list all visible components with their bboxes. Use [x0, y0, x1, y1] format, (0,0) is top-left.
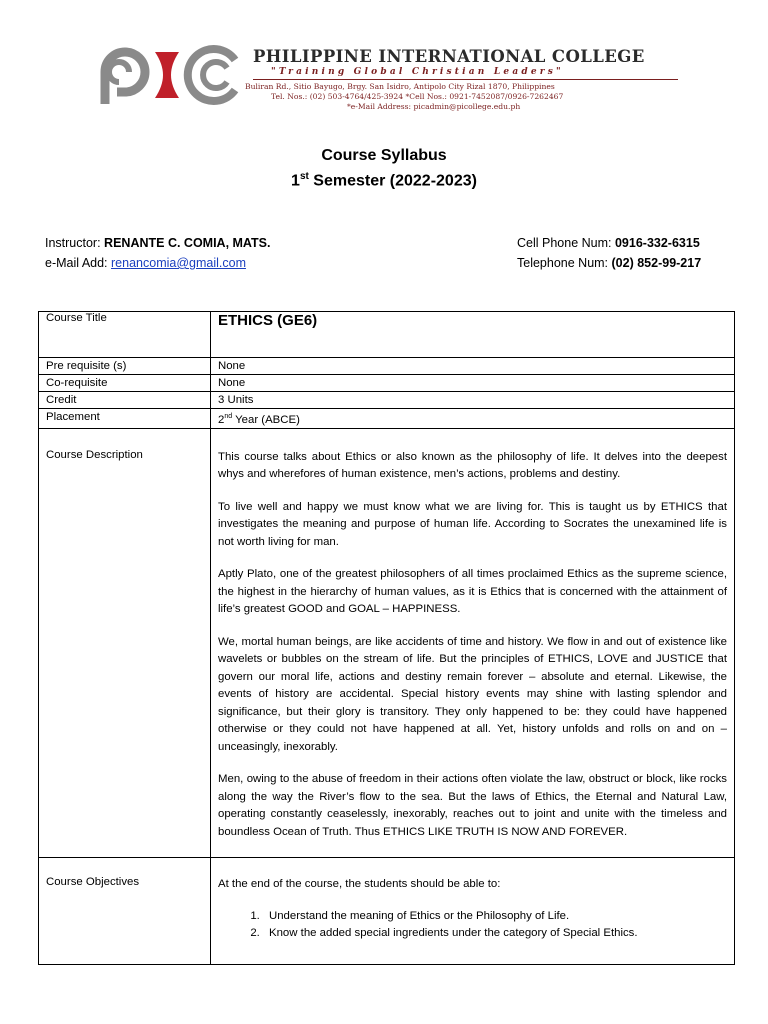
- course-title-value: ETHICS (GE6): [211, 312, 735, 358]
- description-paragraph: Men, owing to the abuse of freedom in their actions often violate the law, obstruct or block, like rocks along the way the River’s flow to the sea. But the laws of Ethics, the Eternal and Natural Law, operating constantly ceaselessly, inexorably, reaches out to joint and unite with the timeless and boundless Ocean of Truth. Thus ETHICS LIKE TRUTH IS NOW AND FOREVER.: [218, 773, 727, 838]
- email-line: [45, 256, 246, 270]
- description-paragraph: To live well and happy we must know what we are living for. This is taught us by ETHICS that investigates the meaning and purpose of human life. According to Socrates the unexamined life is not worth living for man.: [218, 500, 727, 548]
- objectives-value: [211, 858, 735, 965]
- table-row: [39, 358, 735, 375]
- table-row: [39, 858, 735, 965]
- description-paragraph: This course talks about Ethics or also known as the philosophy of life. It delves into the deepest whys and wherefores of human existence, men’s actions, problems and destiny.: [218, 450, 727, 481]
- instructor-name: RENANTE C. COMIA, MATS.: [104, 236, 271, 250]
- coreq-value: None: [211, 375, 735, 392]
- semester-ordinal: st: [299, 171, 309, 182]
- credit-label: Credit: [39, 392, 211, 409]
- letterhead-divider: [253, 79, 678, 80]
- description-paragraph: Aptly Plato, one of the greatest philosophers of all times proclaimed Ethics as the supreme science, the highest in the hierarchy of human values, as it is Ethics that is concerned with the attainment of life’s greatest GOOD and GOAL – HAPPINESS.: [218, 568, 727, 616]
- table-row: [39, 375, 735, 392]
- table-row: [39, 392, 735, 409]
- semester-title: [0, 171, 768, 190]
- pic-logo: [95, 42, 245, 108]
- placement-value: [211, 409, 735, 429]
- objectives-intro: At the end of the course, the students should be able to:: [218, 878, 501, 891]
- description-value: [211, 428, 735, 858]
- placement-year: 2: [218, 413, 225, 426]
- prereq-label: Pre requisite (s): [39, 358, 211, 375]
- table-row: [39, 428, 735, 858]
- coreq-label: Co-requisite: [39, 375, 211, 392]
- prereq-value: None: [211, 358, 735, 375]
- semester-number: 1: [291, 172, 300, 190]
- address-line: Buliran Rd., Sitio Bayugo, Brgy. San Isidro, Antipolo City Rizal 1870, Philippines: [245, 82, 555, 91]
- objectives-list: [218, 908, 727, 943]
- college-name: PHILIPPINE INTERNATIONAL COLLEGE: [253, 47, 645, 66]
- placement-label: Placement: [39, 409, 211, 429]
- credit-value: 3 Units: [211, 392, 735, 409]
- phone-line: Tel. Nos.: (02) 503-4764/425-3924 *Cell Nos.: 0921-7452087/0926-7262467: [271, 92, 564, 101]
- letterhead: [95, 42, 685, 112]
- college-motto: "Training Global Christian Leaders": [271, 67, 564, 77]
- tel-number: (02) 852-99-217: [611, 256, 702, 270]
- description-label: Course Description: [39, 428, 211, 858]
- cell-number: 0916-332-6315: [614, 236, 700, 250]
- objective-item: 1. Understand the meaning of Ethics or the Philosophy of Life.: [263, 908, 727, 926]
- instructor-label: Instructor:: [45, 236, 105, 250]
- description-paragraph: We, mortal human beings, are like accidents of time and history. We flow in and out of existence like wavelets or bubbles on the stream of life. But the principles of ETHICS, LOVE and JUSTICE that govern our moral life, actions and destiny remain forever – absolute and eternal. Likewise, the events of history are accidental. Special history events may shine with lasting splendor and significance, but their glory is transitory. They only happened to be: they could have happened otherwise or they could not have happened at all. Yet, history unfolds and rolls on and on – unceasingly, inexorably.: [218, 635, 727, 753]
- syllabus-table: [38, 311, 735, 965]
- semester-text: Semester (2022-2023): [308, 172, 477, 190]
- instructor-line: [45, 236, 270, 250]
- cell-phone-line: [517, 236, 700, 250]
- objective-item: 2. Know the added special ingredients under the category of Special Ethics.: [263, 925, 727, 943]
- table-row: [39, 312, 735, 358]
- tel-label: Telephone Num:: [517, 256, 612, 270]
- course-title-label: Course Title: [39, 312, 211, 358]
- placement-text: Year (ABCE): [232, 413, 300, 426]
- objectives-label: Course Objectives: [39, 858, 211, 965]
- table-row: [39, 409, 735, 429]
- email-label: e-Mail Add:: [45, 256, 112, 270]
- telephone-line: [517, 256, 701, 270]
- email-line: *e-Mail Address: picadmin@picollege.edu.ph: [347, 102, 521, 111]
- email-link[interactable]: renancomia@gmail.com: [111, 256, 246, 270]
- placement-ordinal: nd: [224, 413, 233, 420]
- document-title: Course Syllabus: [321, 147, 447, 164]
- cell-label: Cell Phone Num:: [517, 236, 615, 250]
